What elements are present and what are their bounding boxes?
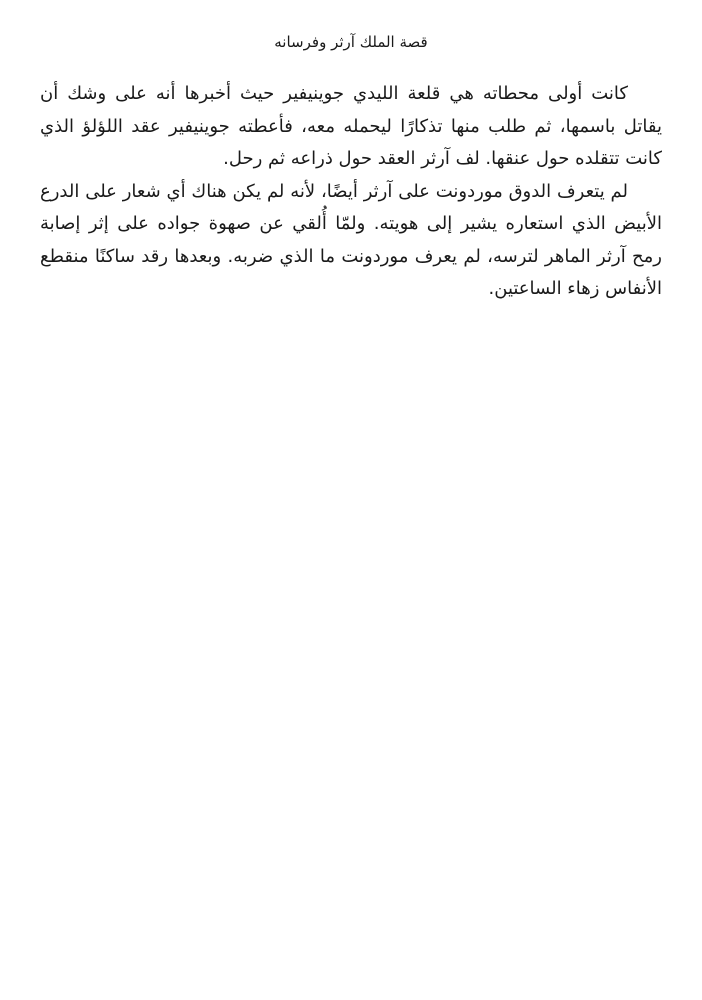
page-title: قصة الملك آرثر وفرسانه: [274, 33, 428, 51]
story-body: [40, 78, 662, 306]
paragraph-1: كانت أولى محطاته هي قلعة الليدي جوينيفير حيث أخبرها أنه على وشك أن يقاتل باسمها، ثم طلب منها تذكارًا ليحمله معه، فأعطته جوينيفير عقد اللؤلؤ الذي كانت تتقلده حول عنقها. لف آرثر العقد حول ذراعه ثم رحل.: [40, 83, 662, 169]
paragraph-2: لم يتعرف الدوق موردونت على آرثر أيضًا، لأنه لم يكن هناك أي شعار على الدرع الأبيض الذي استعاره يشير إلى هويته. ولمّا أُلقي عن صهوة جواده على إثر إصابة رمح آرثر الماهر لترسه، لم يعرف موردونت ما الذي ضربه. وبعدها رقد ساكنًا منقطع الأنفاس زهاء الساعتين.: [40, 180, 662, 299]
